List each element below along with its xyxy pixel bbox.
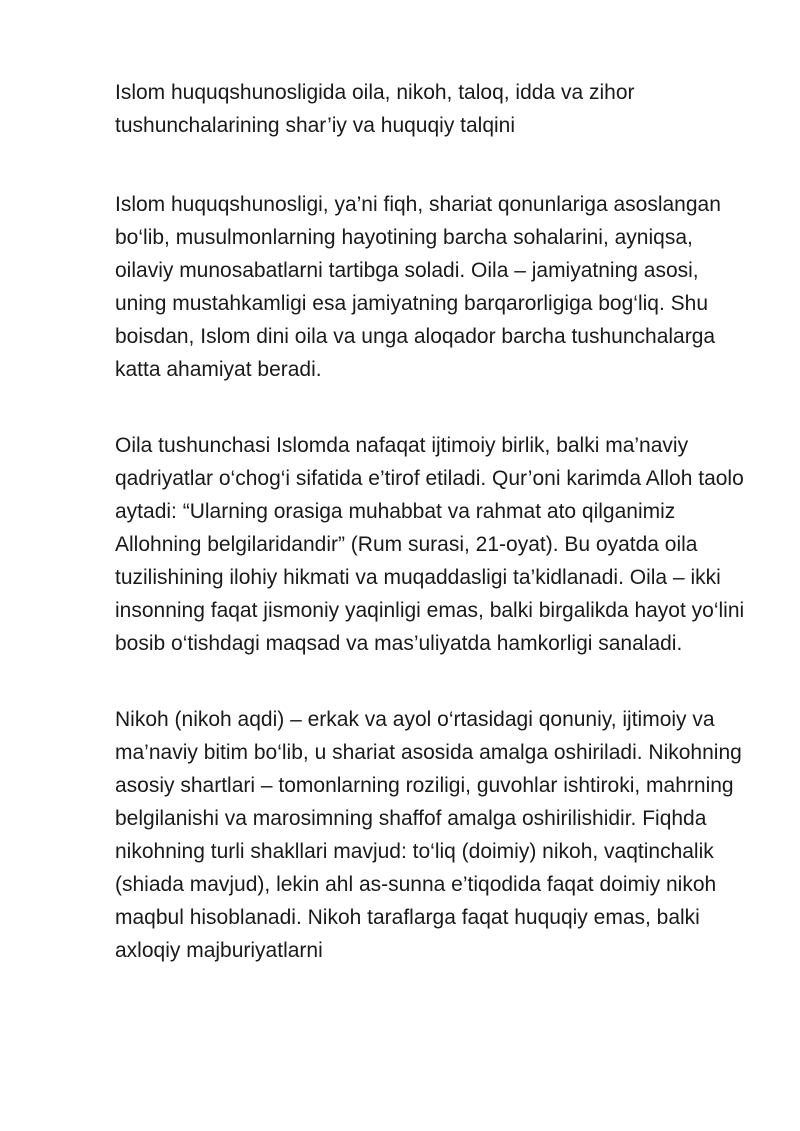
paragraph-family: Oila tushunchasi Islomda nafaqat ijtimoiy birlik, balki ma’naviy qadriyatlar o‘chog‘i sifatida e’tirof etiladi. Qur’oni karimda Alloh taolo aytadi: “Ularning orasiga muhabbat va rahmat ato qilganimiz Allohning belgilaridandir” (Rum surasi, 21-oyat). Bu oyatda oila tuzilishining ilohiy hikmati va muqaddasligi ta’kidlanadi. Oila – ikki insonning faqat jismoniy yaqinligi emas, balki birgalikda hayot yo‘lini bosib o‘tishdagi maqsad va mas’uliyatda hamkorligi sanaladi. bbox=[115, 434, 745, 655]
document-title: Islom huquqshunosligida oila, nikoh, taloq, idda va zihor tushunchalarining shar’iy va huquqiy talqini bbox=[115, 81, 635, 137]
document-page bbox=[115, 76, 745, 1010]
paragraph-marriage: Nikoh (nikoh aqdi) – erkak va ayol o‘rtasidagi qonuniy, ijtimoiy va ma’naviy bitim bo‘lib, u shariat asosida amalga oshiriladi. Nikohning asosiy shartlari – tomonlarning roziligi, guvohlar ishtiroki, mahrning belgilanishi va marosimning shaffof amalga oshirilishidir. Fiqhda nikohning turli shakllari mavjud: to‘liq (doimiy) nikoh, vaqtinchalik (shiada mavjud), lekin ahl as-sunna e’tiqodida faqat doimiy nikoh maqbul hisoblanadi. Nikoh taraflarga faqat huquqiy emas, balki axloqiy majburiyatlarni bbox=[115, 708, 742, 962]
paragraph-intro: Islom huquqshunosligi, ya’ni fiqh, shariat qonunlariga asoslangan bo‘lib, musulmonlarning hayotining barcha sohalarini, ayniqsa, oilaviy munosabatlarni tartibga soladi. Oila – jamiyatning asosi, uning mustahkamligi esa jamiyatning barqarorligiga bog‘liq. Shu boisdan, Islom dini oila va unga aloqador barcha tushunchalarga katta ahamiyat beradi. bbox=[115, 193, 721, 381]
